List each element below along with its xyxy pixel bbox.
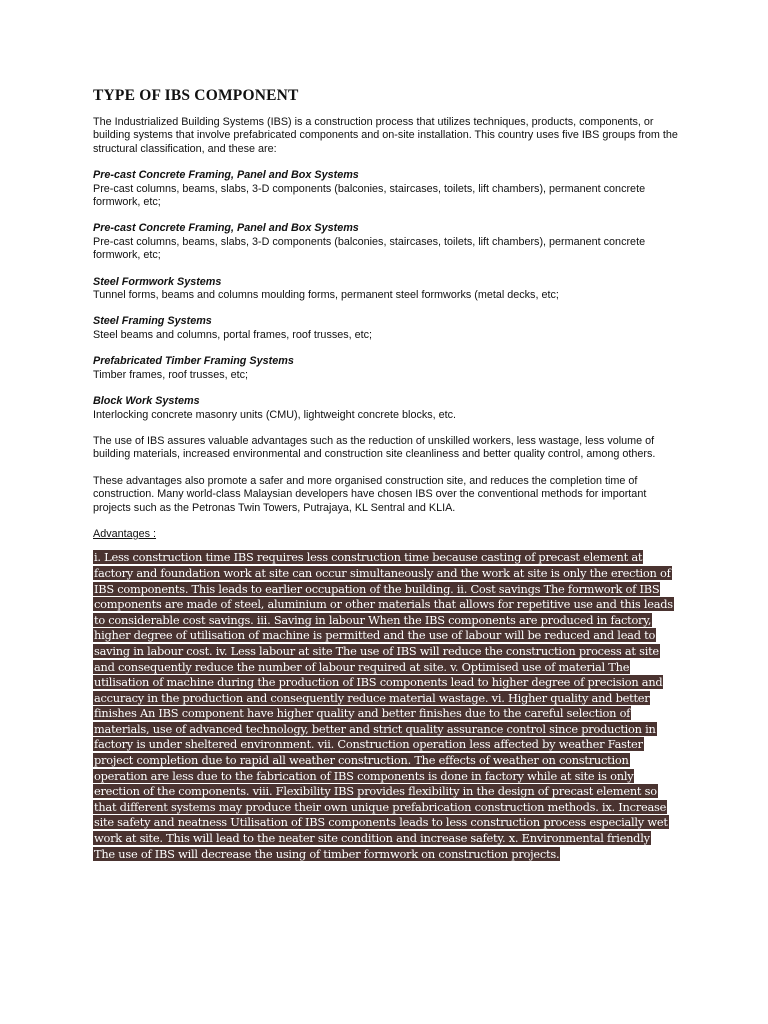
section-body: Pre-cast columns, beams, slabs, 3-D components (balconies, staircases, toilets, lift chambers), permanent concrete formwork, etc;	[93, 235, 646, 262]
document-content	[93, 86, 683, 862]
advantages-label: Advantages :	[93, 527, 157, 540]
intro-paragraph: The Industrialized Building Systems (IBS) is a construction process that utilizes techniques, products, components, or building systems that involve prefabricated components and on-site installation. This country uses five IBS groups from the structural classification, and these are:	[93, 116, 678, 155]
section-body: Steel beams and columns, portal frames, roof trusses, etc;	[93, 328, 373, 341]
section-heading: Prefabricated Timber Framing Systems	[93, 355, 294, 368]
section-block-work	[93, 395, 683, 422]
section-steel-formwork	[93, 276, 683, 303]
section-heading: Steel Framing Systems	[93, 315, 212, 328]
advantages-highlighted-block[interactable]	[93, 550, 673, 862]
page-title: TYPE OF IBS COMPONENT	[93, 87, 299, 104]
section-precast-2	[93, 222, 683, 262]
developers-paragraph: These advantages also promote a safer and more organised construction site, and reduces the completion time of construction. Many world-class Malaysian developers have chosen IBS over the conventional methods for important projects such as the Petronas Twin Towers, Putrajaya, KL Sentral and KLIA.	[93, 474, 647, 514]
section-body: Timber frames, roof trusses, etc;	[93, 368, 248, 381]
section-precast-1	[93, 169, 683, 209]
section-heading: Pre-cast Concrete Framing, Panel and Box Systems	[93, 169, 359, 182]
section-body: Interlocking concrete masonry units (CMU), lightweight concrete blocks, etc.	[93, 408, 457, 421]
highlighted-advantages-text[interactable]: i. Less construction time IBS requires less construction time because casting of precast element at factory and foundation work at site can occur simultaneously and the work at site is only the erection of IBS components. This leads to earlier occupation of the building. ii. Cost savings The formwork of IBS components are made of steel, aluminium or other materials that allows for repetitive use and this leads to considerable cost savings. iii. Saving in labour When the IBS components are produced in factory, higher degree of utilisation of machine is permitted and the use of labour will be reduced and lead to saving in labour cost. iv. Less labour at site The use of IBS will reduce the construction process at site and consequently reduce the number of labour required at site. v. Optimised use of material The utilisation of machine during the production of IBS components lead to higher degree of precision and accuracy in the production and consequently reduce material wastage. vi. Higher quality and better finishes An IBS component have higher quality and better finishes due to the careful selection of materials, use of advanced technology, better and strict quality assurance control since production in factory is under sheltered environment. vii. Construction operation less affected by weather Faster project completion due to rapid all weather construction. The effects of weather on construction operation are less due to the fabrication of IBS components is done in factory while at site is only erection of the components. viii. Flexibility IBS provides flexibility in the design of precast element so that different systems may produce their own unique prefabrication construction methods. ix. Increase site safety and neatness Utilisation of IBS components leads to less construction process especially wet work at site. This will lead to the neater site condition and increase safety. x. Environmental friendly The use of IBS will decrease the using of timber formwork on construction projects.	[94, 550, 673, 861]
section-heading: Pre-cast Concrete Framing, Panel and Box Systems	[93, 222, 359, 235]
section-heading: Steel Formwork Systems	[93, 275, 222, 288]
section-body: Pre-cast columns, beams, slabs, 3-D components (balconies, staircases, toilets, lift chambers), permanent concrete formwork, etc;	[93, 182, 646, 209]
section-steel-framing	[93, 315, 683, 342]
section-heading: Block Work Systems	[93, 395, 200, 408]
section-timber-framing	[93, 355, 683, 382]
benefits-paragraph: The use of IBS assures valuable advantages such as the reduction of unskilled workers, less wastage, less volume of building materials, increased environmental and construction site cleanliness and better quality control, among others.	[93, 434, 656, 461]
section-body: Tunnel forms, beams and columns moulding forms, permanent steel formworks (metal decks, etc;	[93, 289, 559, 302]
